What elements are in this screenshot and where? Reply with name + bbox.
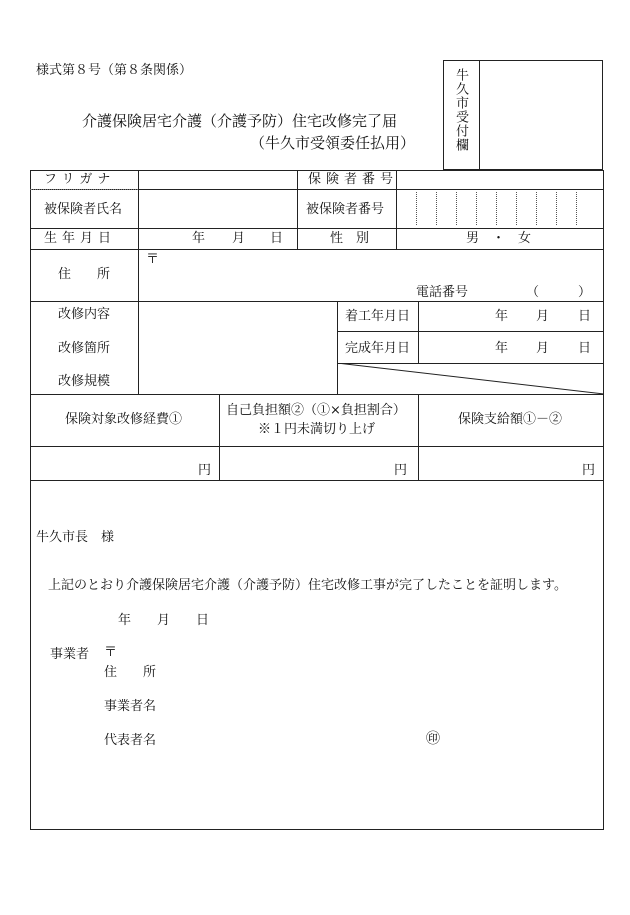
insured-name-label: 被保険者氏名 — [44, 202, 123, 217]
benefit-yen: 円 — [582, 463, 596, 478]
form-number: 様式第８号（第８条関係） — [36, 63, 193, 78]
birth-day: 日 — [270, 231, 284, 246]
work-scale-label: 改修規模 — [58, 374, 111, 389]
business-label: 事業者 — [50, 647, 90, 662]
start-date-label: 着工年月日 — [345, 309, 411, 324]
benefit-label: 保険支給額①－② — [458, 412, 563, 427]
birth-year: 年 — [192, 231, 206, 246]
gender-label: 性 別 — [330, 231, 370, 246]
completion-date-label: 完成年月日 — [345, 341, 411, 356]
furigana-label: フリガナ — [44, 172, 116, 187]
completion-month: 月 — [536, 341, 550, 356]
addressee: 牛久市長 様 — [36, 530, 115, 545]
reception-label: 牛久市受付欄 — [453, 68, 468, 152]
certification-statement: 上記のとおり介護保険居宅介護（介護予防）住宅改修工事が完了したことを証明します。 — [48, 578, 567, 593]
insured-number-label: 被保険者番号 — [306, 202, 385, 217]
seal-mark: ㊞ — [426, 731, 440, 747]
start-month: 月 — [536, 309, 550, 324]
covered-cost-label: 保険対象改修経費① — [65, 412, 183, 427]
covered-cost-yen: 円 — [198, 463, 212, 478]
diagonal-strike — [337, 363, 604, 394]
address-label: 住 所 — [58, 267, 111, 282]
form-subtitle: （牛久市受領委任払用） — [250, 134, 416, 152]
birth-date-label: 生年月日 — [44, 231, 117, 246]
completion-day: 日 — [578, 341, 592, 356]
start-year: 年 — [495, 309, 509, 324]
business-address-label: 住 所 — [104, 665, 157, 680]
business-postal-mark: 〒 — [104, 645, 118, 660]
certification-date: 年 月 日 — [118, 613, 210, 628]
business-name-label: 事業者名 — [104, 699, 157, 714]
insurer-number-label: 保険者番号 — [308, 172, 399, 187]
phone-paren: （ ） — [526, 285, 592, 300]
self-pay-label: 自己負担額②（①×負担割合） — [226, 403, 406, 418]
self-pay-note: ※１円未満切り上げ — [258, 422, 376, 437]
phone-label: 電話番号 — [416, 285, 469, 300]
postal-mark: 〒 — [146, 252, 160, 267]
start-day: 日 — [578, 309, 592, 324]
birth-month: 月 — [232, 231, 246, 246]
completion-year: 年 — [495, 341, 509, 356]
representative-label: 代表者名 — [104, 733, 157, 748]
form-title: 介護保険居宅介護（介護予防）住宅改修完了届 — [82, 112, 398, 130]
work-content-label: 改修内容 — [58, 307, 111, 322]
gender-options: 男 ・ 女 — [466, 231, 532, 246]
work-location-label: 改修箇所 — [58, 341, 111, 356]
self-pay-yen: 円 — [394, 463, 408, 478]
